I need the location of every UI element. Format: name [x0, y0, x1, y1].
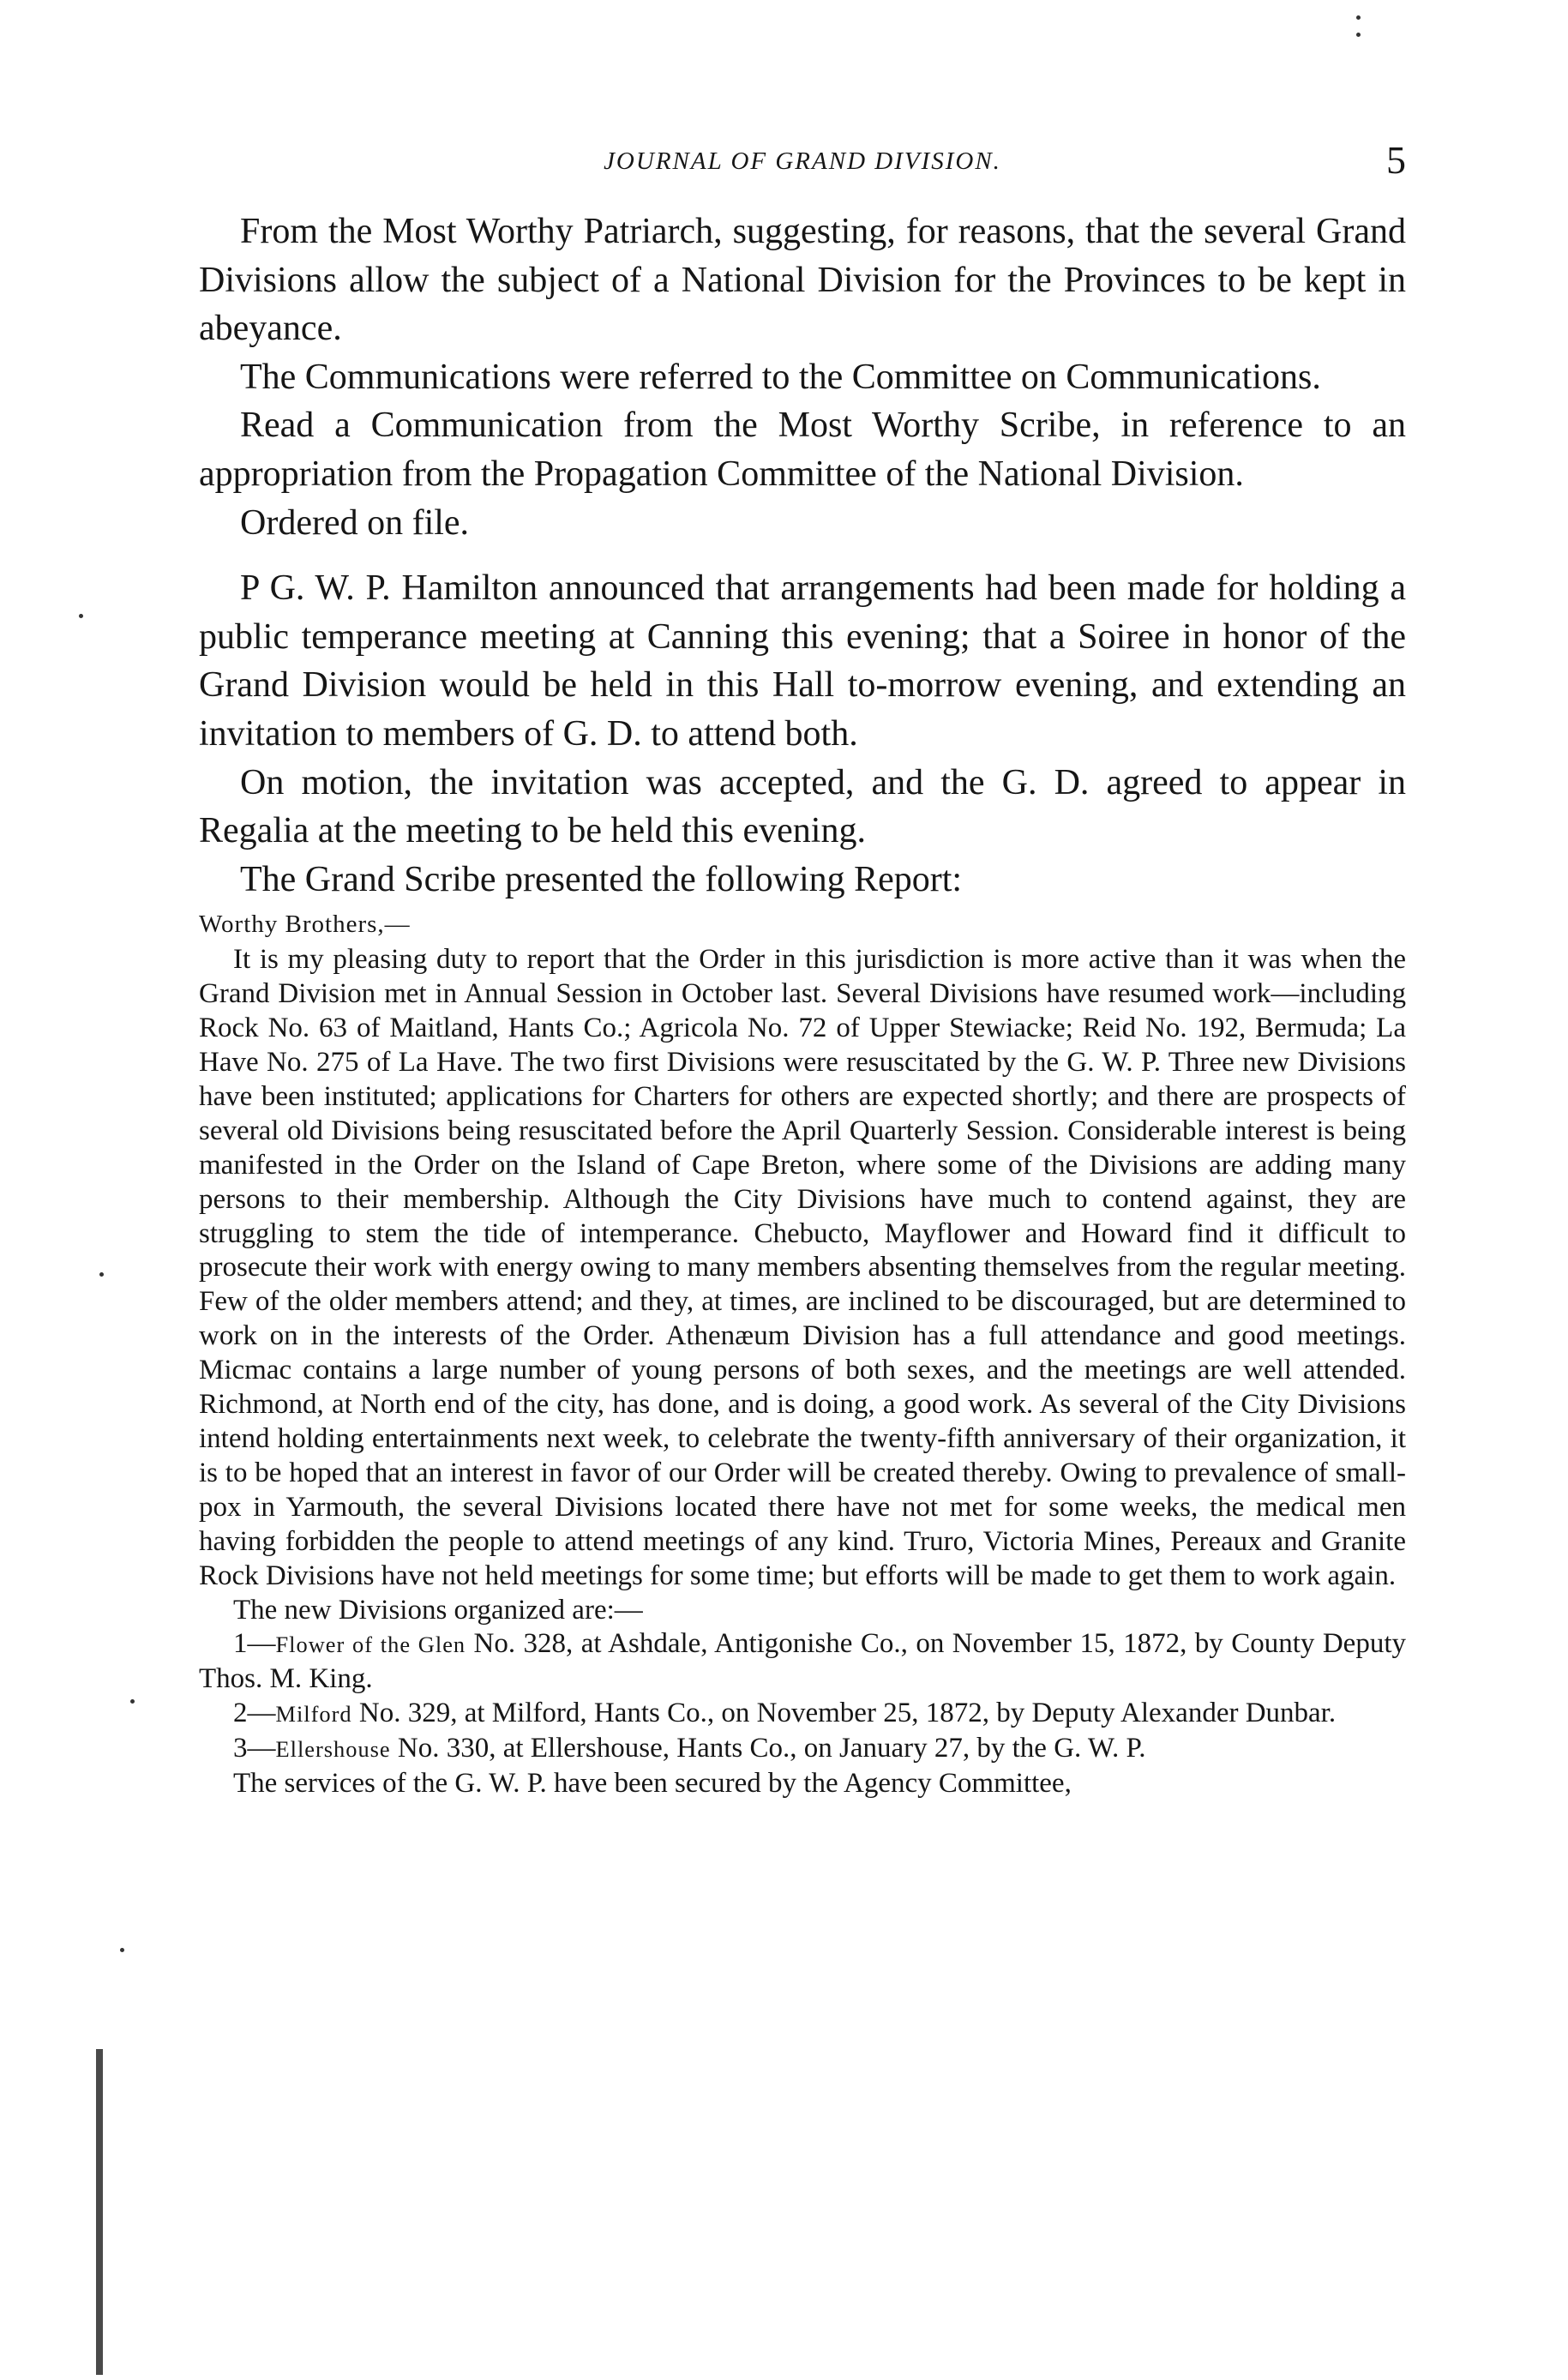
scan-edge-mark: [96, 2049, 103, 2375]
closing-line: The services of the G. W. P. have been secured by the Agency Committee,: [233, 1768, 1072, 1800]
running-header: [199, 137, 1406, 189]
paragraph: The Communications were referred to the Committee on Communications.: [240, 357, 1321, 397]
page-number: 5: [1386, 138, 1406, 182]
journal-text: [199, 207, 1406, 904]
paragraph: The Grand Scribe presented the following Report:: [240, 859, 963, 899]
division-number: 2—: [233, 1698, 276, 1729]
scan-speck: [99, 1272, 104, 1277]
division-details: No. 328, at Ashdale, Antigonishe Co., on November 15, 1872, by County Deputy Thos. M. King.: [199, 1628, 1406, 1695]
header-title: JOURNAL OF GRAND DIVISION.: [604, 147, 1001, 175]
division-item: [199, 1697, 1406, 1732]
scan-speck: [1356, 33, 1361, 37]
scan-speck: [120, 1948, 124, 1952]
division-item: [199, 1732, 1406, 1767]
paragraph: From the Most Worthy Patriarch, suggesting, for reasons, that the several Grand Divisions allow the subject of a National Division for the Provinces to be kept in abeyance.: [199, 212, 1406, 349]
division-details: No. 330, at Ellershouse, Hants Co., on January 27, by the G. W. P.: [390, 1733, 1146, 1764]
paragraph: P G. W. P. Hamilton announced that arrangements had been made for holding a public temperance meeting at Canning this evening; that a Soiree in honor of the Grand Division would be held in this Hall to-morrow evening, and extending an invitation to members of G. D. to attend both.: [199, 568, 1406, 754]
paragraph: On motion, the invitation was accepted, and the G. D. agreed to appear in Regalia at the meeting to be held this evening.: [199, 762, 1406, 851]
division-name: Milford: [275, 1701, 352, 1728]
division-details: No. 329, at Milford, Hants Co., on November 25, 1872, by Deputy Alexander Dunbar.: [351, 1698, 1337, 1729]
report-text: [199, 943, 1406, 1801]
scan-speck: [79, 614, 83, 618]
division-number: 3—: [233, 1733, 276, 1764]
division-name: Ellershouse: [275, 1736, 391, 1763]
division-name: Flower of the Glen: [275, 1632, 466, 1658]
report-paragraph: It is my pleasing duty to report that the Order in this jurisdiction is more active than it was when the Grand Division met in Annual Session in October last. Several Divisions have resumed work—including Rock No. 63 of Maitland, Hants Co.; Agricola No. 72 of Upper Stewiacke; Reid No. 192, Bermuda; La Have No. 275 of La Have. The two first Divisions were resuscitated by the G. W. P. Three new Divisions have been instituted; applications for Charters for others are expected shortly; and there are prospects of several old Divisions being resuscitated before the April Quarterly Session. Considerable interest is being manifested in the Order on the Island of Cape Breton, where some of the Divisions are adding many persons to their membership. Although the City Divisions have much to contend against, they are struggling to stem the tide of intemperance. Chebucto, Mayflower and Howard find it difficult to prosecute their work with energy owing to many members absenting themselves from the regular meeting. Few of the older members attend; and they, at times, are inclined to be discouraged, but are determined to work on in the interests of the Order. Athenæum Division has a full attendance and good meetings. Micmac contains a large number of young persons of both sexes, and the meetings are well attended. Richmond, at North end of the city, has done, and is doing, a good work. As several of the City Divisions intend holding entertainments next week, to celebrate the twenty-fifth anniversary of their organization, it is to be hoped that an interest in favor of our Order will be created thereby. Owing to prevalence of small-pox in Yarmouth, the several Divisions located there have not met for some weeks, the medical men having forbidden the people to attend meetings of any kind. Truro, Victoria Mines, Pereaux and Granite Rock Divisions have not held meetings for some time; but efforts will be made to get them to work again.: [199, 944, 1406, 1591]
division-item: [199, 1627, 1406, 1697]
scan-speck: [130, 1699, 135, 1704]
report-salutation: Worthy Brothers,—: [199, 911, 411, 939]
new-divisions-intro: The new Divisions organized are:—: [233, 1594, 643, 1626]
paragraph: Ordered on file.: [240, 502, 470, 543]
scan-speck: [1356, 15, 1361, 20]
page-content: [199, 137, 1406, 1801]
paragraph: Read a Communication from the Most Worthy Scribe, in reference to an appropriation from the Propagation Committee of the National Division.: [199, 406, 1406, 494]
division-number: 1—: [233, 1628, 276, 1660]
